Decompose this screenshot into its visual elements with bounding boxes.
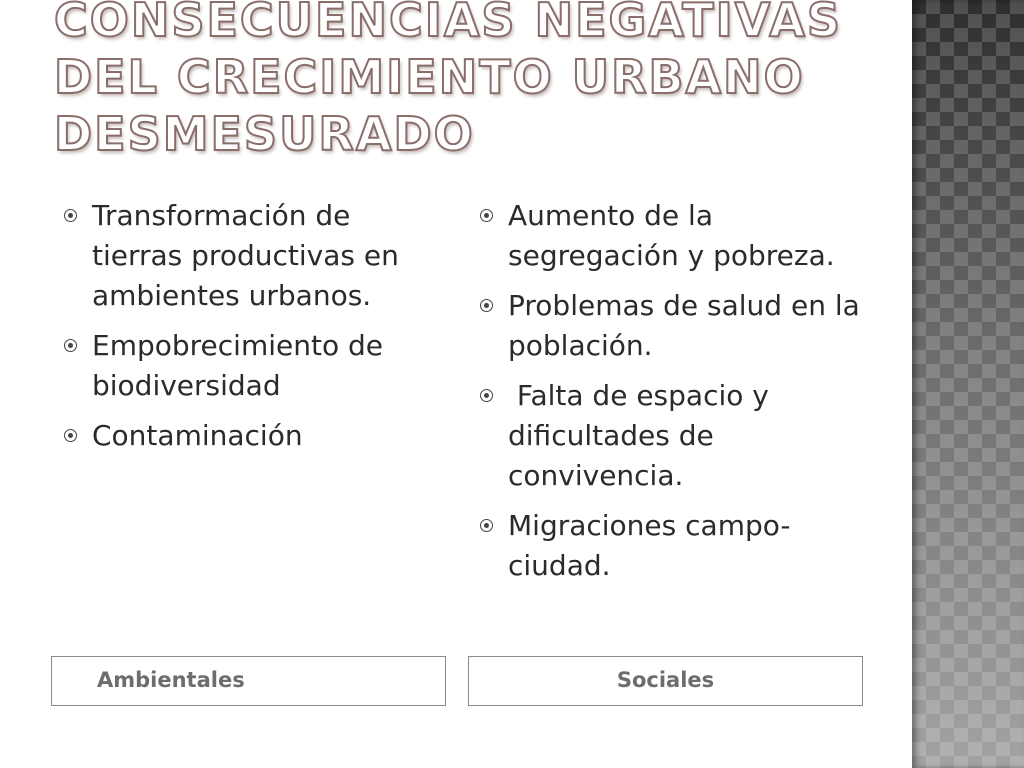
- list-item: [478, 286, 868, 366]
- slide-title: CONSECUENCIAS NEGATIVAS DEL CRECIMIENTO URBANO DESMESURADO: [54, 0, 842, 161]
- list-item: [478, 196, 868, 276]
- bullet-icon: [64, 339, 77, 352]
- category-label-sociales: Sociales: [468, 656, 863, 706]
- list-item: [478, 376, 868, 496]
- right-column-list: [478, 196, 868, 596]
- list-item-text: Transformación de tierras productivas en ambientes urbanos.: [92, 199, 399, 312]
- decorative-side-strip: [912, 0, 1024, 768]
- list-item-text: Migraciones campo-ciudad.: [508, 509, 791, 582]
- bullet-icon: [480, 519, 493, 532]
- list-item-text: Empobrecimiento de biodiversidad: [92, 329, 383, 402]
- list-item-text: Aumento de la segregación y pobreza.: [508, 199, 835, 272]
- list-item: [478, 506, 868, 586]
- bullet-icon: [64, 429, 77, 442]
- list-item-text: Problemas de salud en la población.: [508, 289, 860, 362]
- list-item: [62, 196, 442, 316]
- bullet-icon: [480, 299, 493, 312]
- bullet-icon: [480, 389, 493, 402]
- list-item-text: Contaminación: [92, 419, 303, 452]
- category-label-ambientales: Ambientales: [51, 656, 446, 706]
- list-item: [62, 326, 442, 406]
- bullet-icon: [64, 209, 77, 222]
- left-column-list: [62, 196, 442, 466]
- list-item-text: Falta de espacio y dificultades de convivencia.: [508, 379, 778, 492]
- list-item: [62, 416, 442, 456]
- bullet-icon: [480, 209, 493, 222]
